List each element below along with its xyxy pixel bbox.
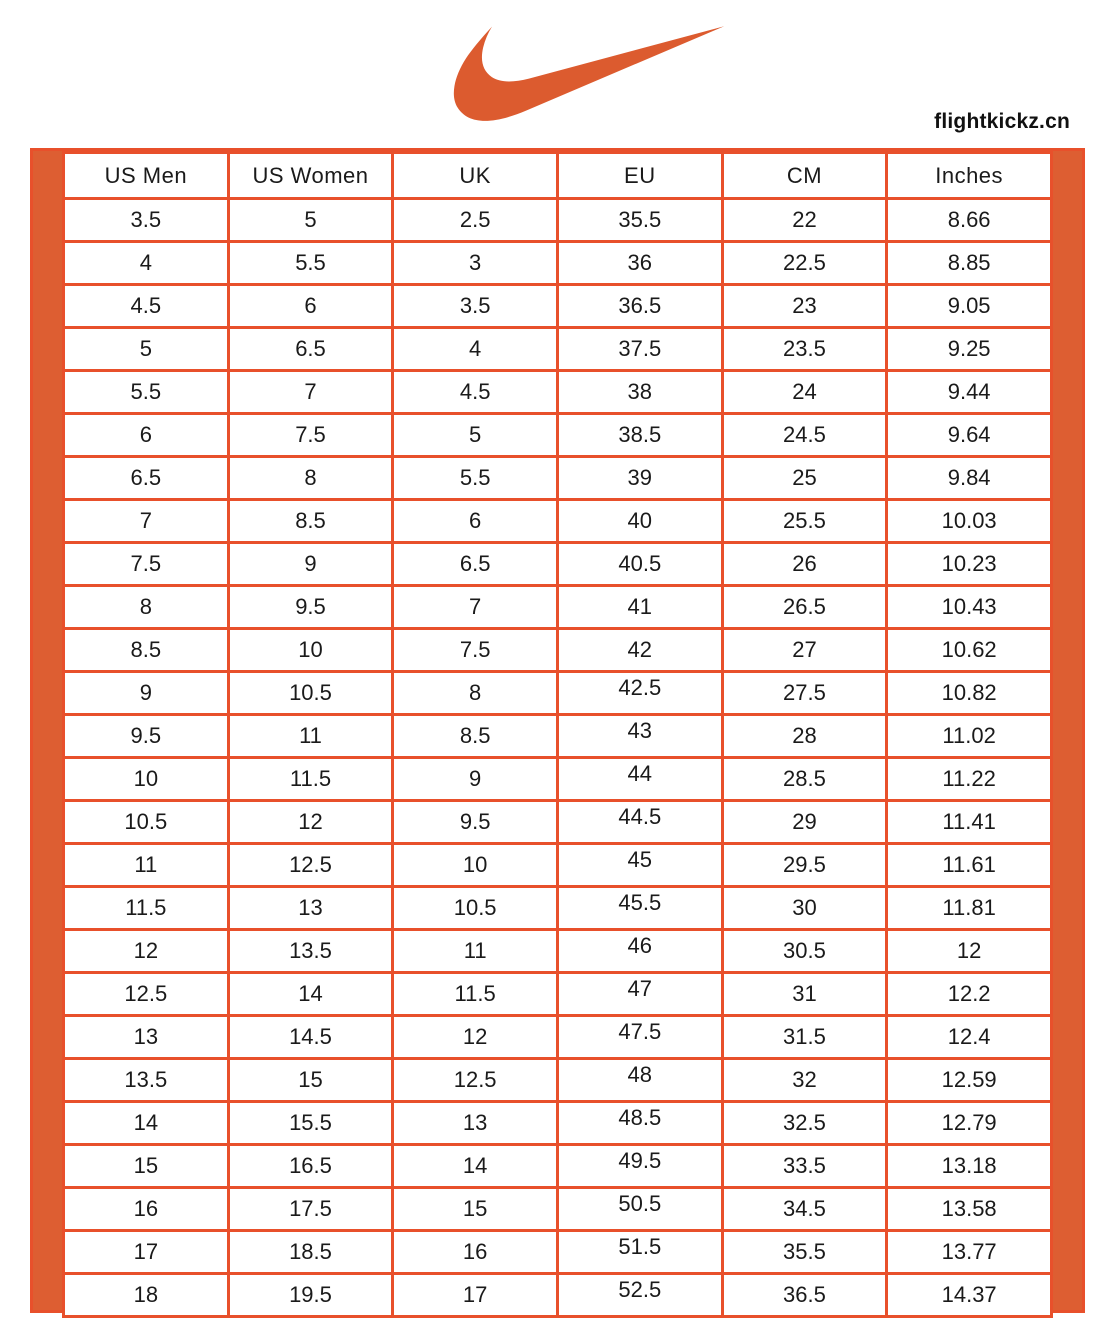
- size-cell: 12: [393, 1016, 558, 1059]
- size-cell: 3.5: [64, 199, 229, 242]
- size-cell: 9.84: [887, 457, 1052, 500]
- table-row: [64, 1274, 1052, 1317]
- table-row: [64, 1231, 1052, 1274]
- size-cell: 13.5: [228, 930, 393, 973]
- size-cell: 49.5: [557, 1145, 722, 1188]
- size-cell: 7: [393, 586, 558, 629]
- size-cell: 3: [393, 242, 558, 285]
- size-cell: 45: [557, 844, 722, 887]
- column-header: EU: [557, 153, 722, 199]
- table-row: [64, 758, 1052, 801]
- table-row: [64, 1059, 1052, 1102]
- size-cell: 5.5: [393, 457, 558, 500]
- table-row: [64, 887, 1052, 930]
- size-cell: 11.5: [393, 973, 558, 1016]
- size-cell: 23.5: [722, 328, 887, 371]
- size-cell: 5: [228, 199, 393, 242]
- table-row: [64, 801, 1052, 844]
- size-cell: 10: [228, 629, 393, 672]
- size-cell: 42.5: [557, 672, 722, 715]
- size-cell: 46: [557, 930, 722, 973]
- size-cell: 12: [228, 801, 393, 844]
- size-cell: 43: [557, 715, 722, 758]
- size-cell: 4: [64, 242, 229, 285]
- size-cell: 8.5: [64, 629, 229, 672]
- size-cell: 6: [64, 414, 229, 457]
- size-cell: 2.5: [393, 199, 558, 242]
- size-cell: 19.5: [228, 1274, 393, 1317]
- size-cell: 44.5: [557, 801, 722, 844]
- size-cell: 12.5: [393, 1059, 558, 1102]
- left-accent-bar: [33, 151, 62, 1310]
- size-cell: 16: [393, 1231, 558, 1274]
- size-cell: 4.5: [64, 285, 229, 328]
- size-cell: 9.5: [64, 715, 229, 758]
- size-cell: 9.05: [887, 285, 1052, 328]
- size-cell: 9.5: [228, 586, 393, 629]
- size-cell: 11: [228, 715, 393, 758]
- size-cell: 22.5: [722, 242, 887, 285]
- size-cell: 32: [722, 1059, 887, 1102]
- size-cell: 12.5: [64, 973, 229, 1016]
- size-cell: 12.59: [887, 1059, 1052, 1102]
- table-row: [64, 1188, 1052, 1231]
- size-cell: 10.62: [887, 629, 1052, 672]
- table-row: [64, 414, 1052, 457]
- nike-swoosh-icon: [453, 24, 725, 122]
- table-row: [64, 371, 1052, 414]
- size-cell: 24.5: [722, 414, 887, 457]
- table-row: [64, 715, 1052, 758]
- size-cell: 11: [393, 930, 558, 973]
- size-cell: 34.5: [722, 1188, 887, 1231]
- table-row: [64, 199, 1052, 242]
- table-row: [64, 973, 1052, 1016]
- size-cell: 29.5: [722, 844, 887, 887]
- size-cell: 40: [557, 500, 722, 543]
- size-cell: 18: [64, 1274, 229, 1317]
- size-cell: 28: [722, 715, 887, 758]
- size-cell: 33.5: [722, 1145, 887, 1188]
- size-cell: 9.44: [887, 371, 1052, 414]
- size-cell: 14.5: [228, 1016, 393, 1059]
- size-cell: 42: [557, 629, 722, 672]
- size-cell: 8.85: [887, 242, 1052, 285]
- size-cell: 45.5: [557, 887, 722, 930]
- table-row: [64, 1145, 1052, 1188]
- size-cell: 6.5: [228, 328, 393, 371]
- size-cell: 12.5: [228, 844, 393, 887]
- size-cell: 13: [64, 1016, 229, 1059]
- size-cell: 14.37: [887, 1274, 1052, 1317]
- size-cell: 32.5: [722, 1102, 887, 1145]
- table-row: [64, 629, 1052, 672]
- size-cell: 5.5: [228, 242, 393, 285]
- size-cell: 6: [393, 500, 558, 543]
- size-cell: 10: [393, 844, 558, 887]
- size-cell: 6.5: [64, 457, 229, 500]
- size-cell: 9: [64, 672, 229, 715]
- table-row: [64, 1016, 1052, 1059]
- size-table-body: [64, 199, 1052, 1317]
- size-cell: 11.81: [887, 887, 1052, 930]
- size-cell: 12: [887, 930, 1052, 973]
- site-label: flightkickz.cn: [934, 110, 1070, 133]
- size-cell: 4: [393, 328, 558, 371]
- size-cell: 15: [228, 1059, 393, 1102]
- size-cell: 17: [393, 1274, 558, 1317]
- size-cell: 8.5: [228, 500, 393, 543]
- size-cell: 13.18: [887, 1145, 1052, 1188]
- size-cell: 14: [393, 1145, 558, 1188]
- table-row: [64, 844, 1052, 887]
- size-cell: 15: [64, 1145, 229, 1188]
- size-table-frame: [30, 148, 1085, 1313]
- size-cell: 47: [557, 973, 722, 1016]
- size-cell: 41: [557, 586, 722, 629]
- column-header: CM: [722, 153, 887, 199]
- table-row: [64, 328, 1052, 371]
- size-cell: 9.25: [887, 328, 1052, 371]
- size-cell: 14: [228, 973, 393, 1016]
- size-cell: 8.5: [393, 715, 558, 758]
- size-cell: 13: [393, 1102, 558, 1145]
- size-cell: 9.5: [393, 801, 558, 844]
- header-row: [64, 153, 1052, 199]
- column-header: UK: [393, 153, 558, 199]
- size-cell: 8: [393, 672, 558, 715]
- size-cell: 29: [722, 801, 887, 844]
- size-cell: 7: [64, 500, 229, 543]
- size-cell: 12.2: [887, 973, 1052, 1016]
- size-cell: 48: [557, 1059, 722, 1102]
- size-cell: 25.5: [722, 500, 887, 543]
- size-cell: 10.03: [887, 500, 1052, 543]
- size-cell: 12: [64, 930, 229, 973]
- size-cell: 7.5: [393, 629, 558, 672]
- size-cell: 37.5: [557, 328, 722, 371]
- size-cell: 7.5: [228, 414, 393, 457]
- size-cell: 25: [722, 457, 887, 500]
- size-cell: 13.5: [64, 1059, 229, 1102]
- size-cell: 10.5: [228, 672, 393, 715]
- size-cell: 11.61: [887, 844, 1052, 887]
- table-row: [64, 242, 1052, 285]
- size-cell: 8.66: [887, 199, 1052, 242]
- size-cell: 9.64: [887, 414, 1052, 457]
- size-cell: 13.77: [887, 1231, 1052, 1274]
- size-table: [62, 151, 1053, 1318]
- size-cell: 5: [393, 414, 558, 457]
- size-cell: 7.5: [64, 543, 229, 586]
- size-cell: 10.23: [887, 543, 1052, 586]
- size-cell: 26.5: [722, 586, 887, 629]
- size-cell: 9: [228, 543, 393, 586]
- size-cell: 3.5: [393, 285, 558, 328]
- size-cell: 38: [557, 371, 722, 414]
- size-cell: 23: [722, 285, 887, 328]
- size-cell: 51.5: [557, 1231, 722, 1274]
- column-header: US Men: [64, 153, 229, 199]
- size-cell: 5.5: [64, 371, 229, 414]
- size-cell: 50.5: [557, 1188, 722, 1231]
- size-cell: 27.5: [722, 672, 887, 715]
- size-cell: 30: [722, 887, 887, 930]
- size-table-head: [64, 153, 1052, 199]
- size-cell: 30.5: [722, 930, 887, 973]
- size-cell: 11: [64, 844, 229, 887]
- size-cell: 44: [557, 758, 722, 801]
- column-header: Inches: [887, 153, 1052, 199]
- column-header: US Women: [228, 153, 393, 199]
- table-row: [64, 543, 1052, 586]
- size-cell: 11.5: [228, 758, 393, 801]
- table-row: [64, 672, 1052, 715]
- table-row: [64, 285, 1052, 328]
- size-cell: 40.5: [557, 543, 722, 586]
- size-cell: 35.5: [557, 199, 722, 242]
- size-cell: 12.79: [887, 1102, 1052, 1145]
- size-cell: 6: [228, 285, 393, 328]
- table-row: [64, 930, 1052, 973]
- size-cell: 11.02: [887, 715, 1052, 758]
- size-cell: 6.5: [393, 543, 558, 586]
- size-cell: 17.5: [228, 1188, 393, 1231]
- size-cell: 15: [393, 1188, 558, 1231]
- size-cell: 14: [64, 1102, 229, 1145]
- size-cell: 9: [393, 758, 558, 801]
- size-cell: 11.22: [887, 758, 1052, 801]
- size-cell: 8: [64, 586, 229, 629]
- size-cell: 16: [64, 1188, 229, 1231]
- size-cell: 5: [64, 328, 229, 371]
- size-cell: 16.5: [228, 1145, 393, 1188]
- size-cell: 13: [228, 887, 393, 930]
- size-cell: 36.5: [722, 1274, 887, 1317]
- size-cell: 13.58: [887, 1188, 1052, 1231]
- size-cell: 26: [722, 543, 887, 586]
- size-cell: 15.5: [228, 1102, 393, 1145]
- right-accent-bar: [1053, 151, 1082, 1310]
- size-cell: 10.82: [887, 672, 1052, 715]
- size-cell: 36: [557, 242, 722, 285]
- size-cell: 48.5: [557, 1102, 722, 1145]
- size-cell: 10: [64, 758, 229, 801]
- table-row: [64, 586, 1052, 629]
- size-cell: 31: [722, 973, 887, 1016]
- size-cell: 11.41: [887, 801, 1052, 844]
- size-cell: 52.5: [557, 1274, 722, 1317]
- size-cell: 11.5: [64, 887, 229, 930]
- size-cell: 22: [722, 199, 887, 242]
- size-cell: 4.5: [393, 371, 558, 414]
- table-row: [64, 457, 1052, 500]
- size-cell: 39: [557, 457, 722, 500]
- table-row: [64, 1102, 1052, 1145]
- size-cell: 35.5: [722, 1231, 887, 1274]
- size-cell: 12.4: [887, 1016, 1052, 1059]
- size-cell: 8: [228, 457, 393, 500]
- size-cell: 10.5: [64, 801, 229, 844]
- size-cell: 10.5: [393, 887, 558, 930]
- size-cell: 38.5: [557, 414, 722, 457]
- size-cell: 31.5: [722, 1016, 887, 1059]
- size-cell: 36.5: [557, 285, 722, 328]
- size-cell: 27: [722, 629, 887, 672]
- size-cell: 47.5: [557, 1016, 722, 1059]
- size-cell: 24: [722, 371, 887, 414]
- table-row: [64, 500, 1052, 543]
- size-cell: 10.43: [887, 586, 1052, 629]
- size-cell: 28.5: [722, 758, 887, 801]
- size-cell: 17: [64, 1231, 229, 1274]
- size-cell: 18.5: [228, 1231, 393, 1274]
- size-cell: 7: [228, 371, 393, 414]
